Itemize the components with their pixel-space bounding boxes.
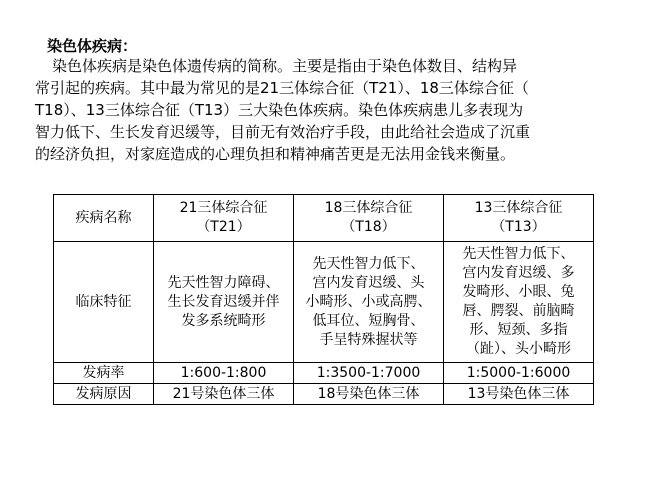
paragraph-line: T18）、13三体综合征（T13）三大染色体疾病。染色体疾病患儿多表现为 <box>35 101 524 119</box>
paragraph-line: 染色体疾病是染色体遗传病的简称。主要是指由于染色体数目、结构异 <box>52 57 518 75</box>
header-cell-t18 <box>294 195 444 242</box>
intro-paragraph <box>35 55 615 165</box>
cell-line: 发多系统畸形 <box>181 312 266 329</box>
table-row-clinical <box>54 242 594 363</box>
paragraph-line: 的经济负担，对家庭造成的心理负担和精神痛苦更是无法用金钱来衡量。 <box>35 145 516 163</box>
paragraph-line: 智力低下、生长发育迟缓等，目前无有效治疗手段，由此给社会造成了沉重 <box>35 123 531 141</box>
row-label-cause: 发病原因 <box>54 384 154 405</box>
cell-line: （T21） <box>196 219 251 235</box>
row-label-clinical: 临床特征 <box>54 242 154 363</box>
cell-line: 唇、腭裂、前脑畸 <box>462 303 575 319</box>
section-heading: 染色体疾病： <box>47 37 138 55</box>
cell-line: 小畸形、小或高腭、 <box>305 293 432 310</box>
clinical-cell-t21 <box>154 242 294 363</box>
cell-line: 先天性智力低下、 <box>462 246 575 262</box>
clinical-cell-t18 <box>294 242 444 363</box>
cell-line: 低耳位、短胸骨、 <box>312 312 425 329</box>
clinical-cell-t13 <box>444 242 594 363</box>
cell-line: 生长发育迟缓并伴 <box>167 293 280 310</box>
cell-line: 发畸形、小眼、兔 <box>462 284 575 300</box>
cause-cell-t18: 18号染色体三体 <box>294 384 444 405</box>
paragraph-line: 常引起的疾病。其中最为常见的是21三体综合征（T21）、18三体综合征（ <box>35 79 529 97</box>
incidence-cell-t18: 1:3500-1:7000 <box>294 363 444 384</box>
cell-line: （趾）、头小畸形 <box>466 341 571 357</box>
header-cell-disease-name: 疾病名称 <box>54 195 154 242</box>
cause-cell-t21: 21号染色体三体 <box>154 384 294 405</box>
cell-line: 宫内发育迟缓、多 <box>462 265 575 281</box>
table-row-cause <box>54 384 594 405</box>
cell-line: （T13） <box>491 219 546 235</box>
cell-line: 宫内发育迟缓、头 <box>312 274 425 291</box>
disease-comparison-table <box>53 194 594 405</box>
cell-line: 先天性智力障碍、 <box>167 274 280 291</box>
cause-cell-t13: 13号染色体三体 <box>444 384 594 405</box>
header-cell-t13 <box>444 195 594 242</box>
cell-line: 形、短颈、多指 <box>469 322 568 338</box>
table-row-incidence <box>54 363 594 384</box>
row-label-incidence: 发病率 <box>54 363 154 384</box>
cell-line: 13三体综合征 <box>474 200 563 216</box>
header-cell-t21 <box>154 195 294 242</box>
table-header-row <box>54 195 594 242</box>
cell-line: 手呈特殊握状等 <box>319 331 418 348</box>
incidence-cell-t21: 1:600-1:800 <box>154 363 294 384</box>
cell-line: （T18） <box>341 219 396 235</box>
cell-line: 先天性智力低下、 <box>312 255 425 272</box>
cell-line: 21三体综合征 <box>179 200 268 216</box>
cell-line: 18三体综合征 <box>324 200 413 216</box>
incidence-cell-t13: 1:5000-1:6000 <box>444 363 594 384</box>
